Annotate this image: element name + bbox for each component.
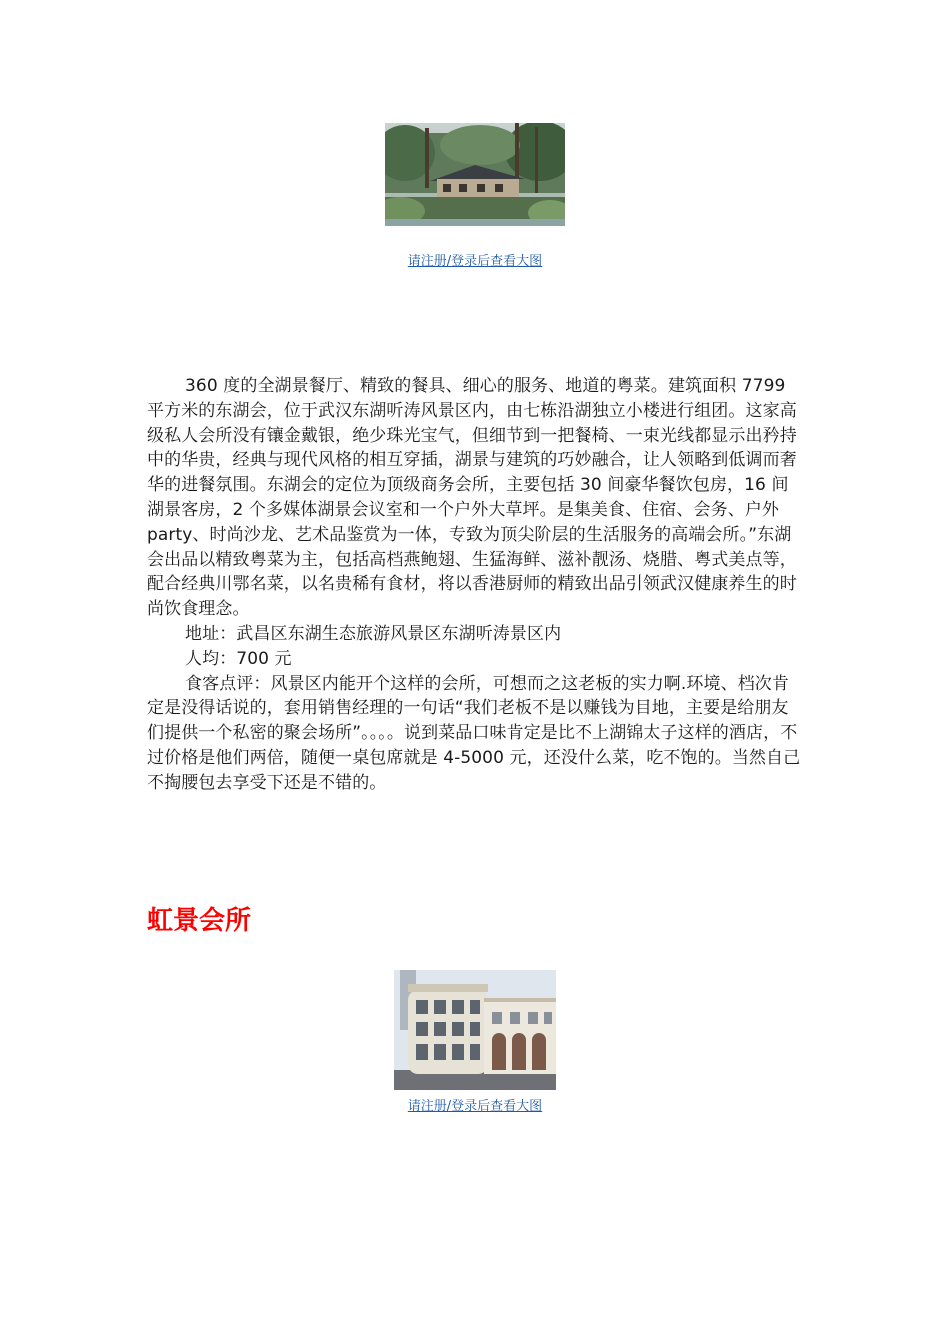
figure-caption-link[interactable]: 请注册/登录后查看大图: [407, 254, 543, 269]
section-title: 虹景会所: [147, 906, 252, 936]
hongjing-club-photo[interactable]: [394, 970, 556, 1090]
article-body: [147, 374, 803, 796]
per-capita-line: 人均：700 元: [185, 648, 292, 669]
figure-donghu-club: [0, 123, 950, 271]
description-paragraph: 360 度的全湖景餐厅、精致的餐具、细心的服务、地道的粤菜。建筑面积 7799 平方米的东湖会，位于武汉东湖听涛风景区内，由七栋沿湖独立小楼进行组团。这家高级私人会所没有镶金戴银，绝少珠光宝气，但细节到一把餐椅、一束光线都显示出矜持中的华贵，经典与现代风格的相互穿插，湖景与建筑的巧妙融合，让人领略到低调而奢华的进餐氛围。东湖会的定位为顶级商务会所，主要包括 30 间豪华餐饮包房，16 间湖景客房，2 个多媒体湖景会议室和一个户外大草坪。是集美食、住宿、会务、户外 party、时尚沙龙、艺术品鉴赏为一体，专致为顶尖阶层的生活服务的高端会所。”东湖会出品以精致粤菜为主，包括高档燕鲍翅、生猛海鲜、滋补靓汤、烧腊、粤式美点等，配合经典川鄂名菜，以名贵稀有食材，将以香港厨师的精致出品引领武汉健康养生的时尚饮食理念。: [147, 376, 797, 620]
donghu-club-photo[interactable]: [385, 123, 565, 226]
figure-hongjing-club: [0, 970, 950, 1116]
figure-caption-link[interactable]: 请注册/登录后查看大图: [407, 1099, 543, 1114]
address-line: 地址：武昌区东湖生态旅游风景区东湖听涛景区内: [185, 623, 562, 644]
review-paragraph: 食客点评：风景区内能开个这样的会所，可想而之这老板的实力啊.环境、档次肯定是没得话说的，套用销售经理的一句话“我们老板不是以赚钱为目地，主要是给朋友们提供一个私密的聚会场所”。。。。说到菜品口味肯定是比不上湖锦太子这样的酒店，不过价格是他们两倍，随便一桌包席就是 4-5000 元，还没什么菜，吃不饱的。当然自己不掏腰包去享受下还是不错的。: [147, 673, 801, 793]
